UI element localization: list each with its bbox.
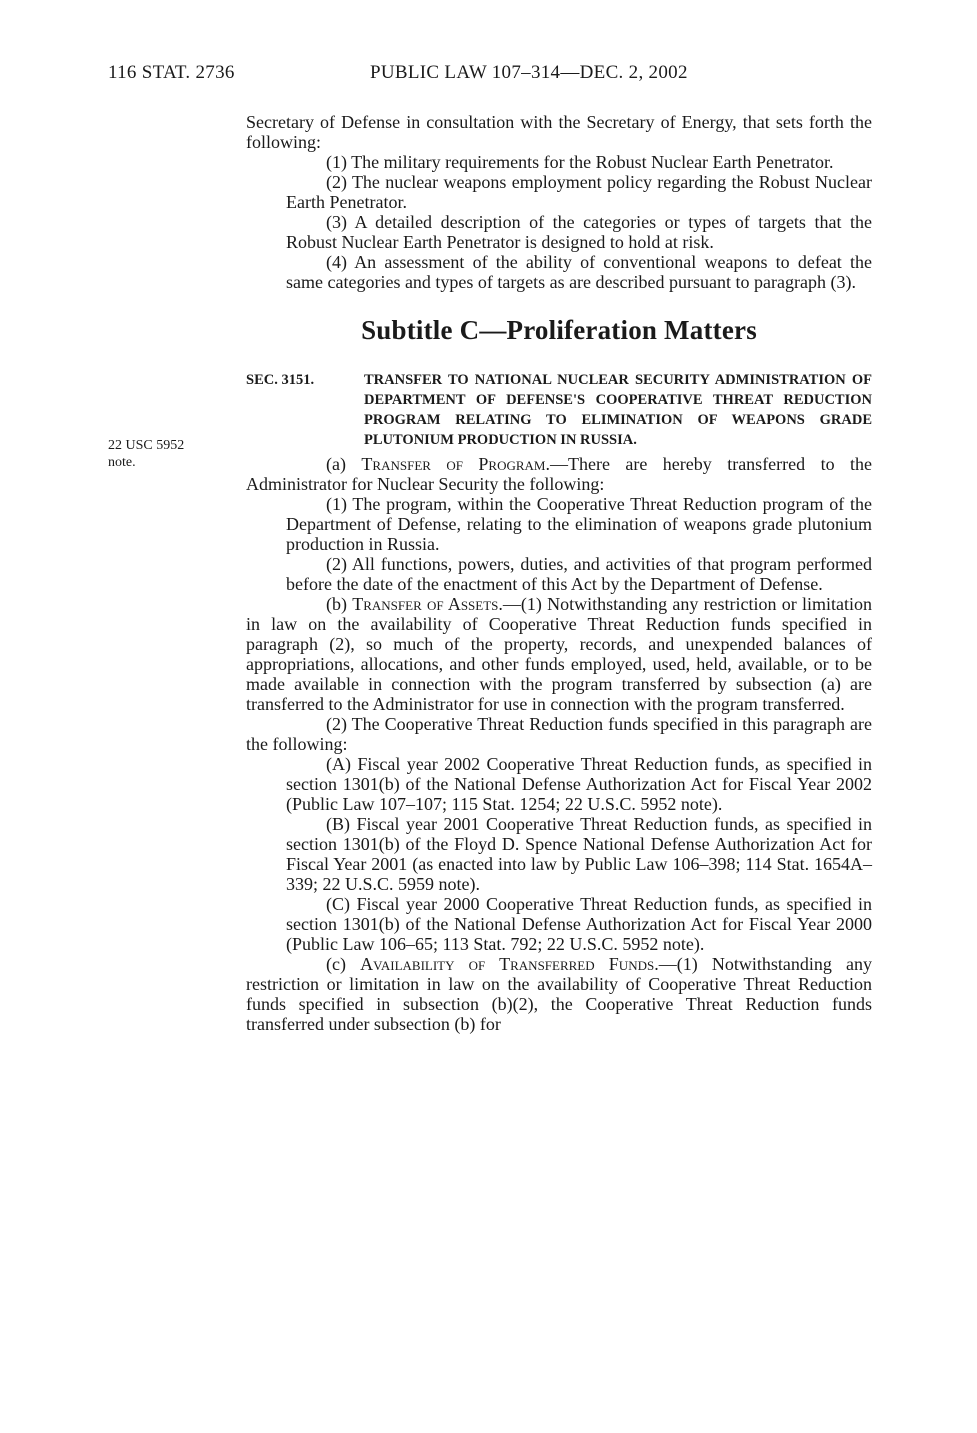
intro-item-1: (1) The military requirements for the Robust Nuclear Earth Penetrator. — [326, 152, 834, 172]
subsection-a-text: —There are hereby transferred to the Administrator for Nuclear Security the following: — [246, 454, 873, 494]
intro-item-2: (2) The nuclear weapons employment policy regarding the Robust Nuclear Earth Penetrator. — [286, 172, 872, 212]
intro-lead: Secretary of Defense in consultation with the Secretary of Energy, that sets forth the following: — [246, 112, 872, 152]
subsection-b-heading: Transfer of Assets. — [352, 594, 503, 614]
subsection-b-item-a: (A) Fiscal year 2002 Cooperative Threat Reduction funds, as specified in section 1301(b) of the National Defense Authorization Act for Fiscal Year 2002 (Public Law 107–107; 115 Stat. 1254; 22 U.S.C. 5952 note). — [286, 754, 872, 814]
subsection-a — [246, 454, 872, 494]
intro-item-3: (3) A detailed description of the categories or types of targets that the Robust Nuclear Earth Penetrator is designed to hold at risk. — [286, 212, 872, 252]
subsection-c — [246, 954, 872, 1034]
subsection-c-text: —(1) Notwithstanding any restriction or limitation in law on the availability of Cooperative Threat Reduction funds specified in subsection (b)(2), the Cooperative Threat Reduction funds transferred under subsection (b) for — [246, 954, 872, 1034]
subsection-c-label: (c) — [326, 954, 346, 974]
subsection-a-item-2: (2) All functions, powers, duties, and activities of that program performed before the date of the enactment of this Act by the Department of Defense. — [286, 554, 872, 594]
margin-note-suffix: note. — [108, 455, 136, 470]
margin-note-citation: 22 USC 5952 — [108, 438, 185, 453]
subtitle-heading: Subtitle C—Proliferation Matters — [361, 315, 757, 345]
subsection-c-heading: Availability of Transferred Funds. — [360, 954, 659, 974]
running-head: PUBLIC LAW 107–314—DEC. 2, 2002 — [370, 62, 688, 83]
subsection-a-item-1: (1) The program, within the Cooperative Threat Reduction program of the Department of Defense, relating to the elimination of weapons grade plutonium production in Russia. — [286, 494, 872, 554]
subsection-b-item-c: (C) Fiscal year 2000 Cooperative Threat Reduction funds, as specified in section 1301(b) of the National Defense Authorization Act for Fiscal Year 2000 (Public Law 106–65; 113 Stat. 792; 22 U.S.C. 5952 note). — [286, 894, 872, 954]
subsection-a-label: (a) — [326, 454, 346, 474]
section-title: TRANSFER TO NATIONAL NUCLEAR SECURITY ADMINISTRATION OF DEPARTMENT OF DEFENSE'S COOPERATIVE THREAT REDUCTION PROGRAM RELATING TO ELIMINATION OF WEAPONS GRADE PLUTONIUM PRODUCTION IN RUSSIA. — [364, 372, 872, 448]
page-body — [246, 112, 872, 1034]
section-number: SEC. 3151. — [246, 372, 315, 388]
subsection-b-label: (b) — [326, 594, 347, 614]
section-heading — [246, 370, 872, 450]
subsection-a-heading: Transfer of Program. — [361, 454, 550, 474]
stat-page-number: 116 STAT. 2736 — [108, 62, 235, 83]
subsection-b-para-2: (2) The Cooperative Threat Reduction funds specified in this paragraph are the following: — [246, 714, 872, 754]
margin-note — [108, 437, 218, 471]
subsection-b-item-b: (B) Fiscal year 2001 Cooperative Threat Reduction funds, as specified in section 1301(b) of the Floyd D. Spence National Defense Authorization Act for Fiscal Year 2001 (as enacted into law by Public Law 106–398; 114 Stat. 1654A–339; 22 U.S.C. 5959 note). — [286, 814, 872, 894]
intro-item-4: (4) An assessment of the ability of conventional weapons to defeat the same categories and types of targets as are described pursuant to paragraph (3). — [286, 252, 872, 292]
subsection-b — [246, 594, 872, 714]
subsection-b-text: —(1) Notwithstanding any restriction or limitation in law on the availability of Cooperative Threat Reduction funds specified in paragraph (2), so much of the property, records, and unexpended balances of appropriations, allocations, and other funds employed, used, held, available, or to be made available in connection with the program transferred by subsection (a) are transferred to the Administrator for use in connection with the program transferred. — [246, 594, 872, 714]
